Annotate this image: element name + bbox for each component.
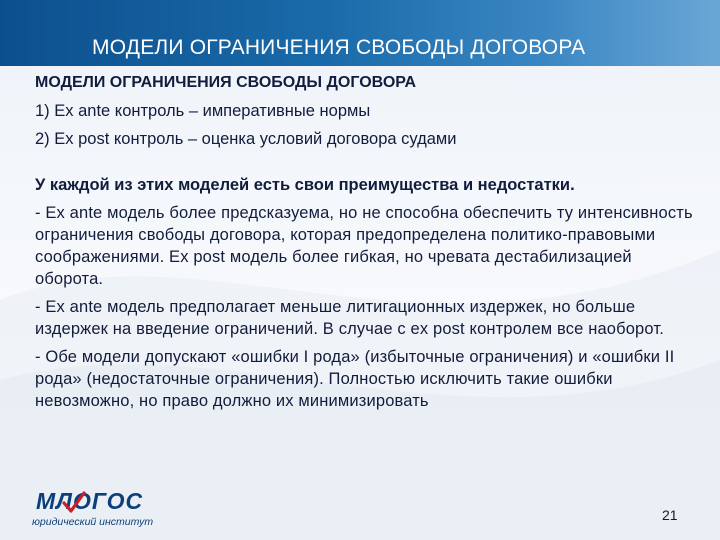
paragraph: - Ex ante модель более предсказуема, но не способна обеспечить ту интенсивность ограничения свободы договора, которая предопределена политико-правовыми соображениями. Ex post модель более гибкая, но чревата дестабилизацией оборота. xyxy=(35,204,693,288)
logo-checkmark-icon xyxy=(62,491,86,513)
paragraph: - Ex ante модель предполагает меньше литигационных издержек, но больше издержек на введение ограничений. В случае с ex post контролем все наоборот. xyxy=(35,298,664,338)
content-subheading: У каждой из этих моделей есть свои преимущества и недостатки. xyxy=(35,176,575,194)
title-bar xyxy=(0,0,720,66)
content-heading: МОДЕЛИ ОГРАНИЧЕНИЯ СВОБОДЫ ДОГОВОРА xyxy=(35,74,417,91)
page-number: 21 xyxy=(662,507,678,523)
logo-tagline: юридический институт xyxy=(32,516,154,528)
paragraph: - Обе модели допускают «ошибки I рода» (избыточные ограничения) и «ошибки II рода» (недостаточные ограничения). Полностью исключить такие ошибки невозможно, но право должно их минимизировать xyxy=(35,348,675,410)
list-item: 2) Ex post контроль – оценка условий договора судами xyxy=(35,130,457,148)
list-item: 1) Ex ante контроль – императивные нормы xyxy=(35,102,371,120)
slide-content xyxy=(35,72,695,418)
logo-wordmark: МЛОГОС xyxy=(36,488,144,514)
spacer xyxy=(35,156,695,174)
logo xyxy=(32,488,162,530)
slide-title: МОДЕЛИ ОГРАНИЧЕНИЯ СВОБОДЫ ДОГОВОРА xyxy=(92,36,586,59)
